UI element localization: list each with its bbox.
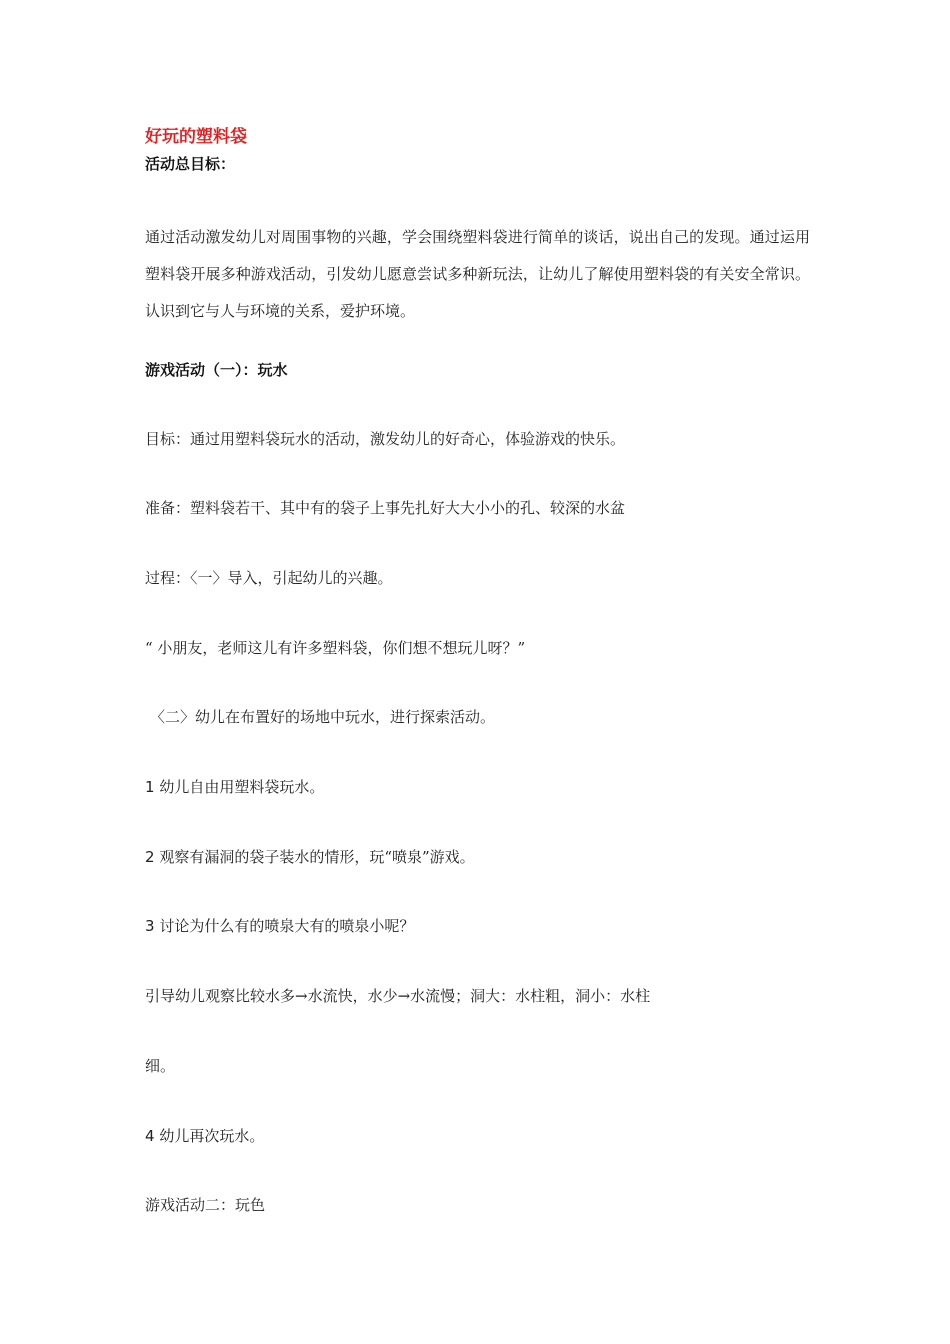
guide-line-1: 引导幼儿观察比较水多→水流快，水少→水流慢；洞大：水柱粗，洞小：水柱 [145, 987, 651, 1005]
target-line: 目标：通过用塑料袋玩水的活动，激发幼儿的好奇心，体验游戏的快乐。 [145, 430, 626, 448]
step2-line: 〈二〉幼儿在布置好的场地中玩水，进行探索活动。 [150, 708, 496, 726]
list-item-text: 讨论为什么有的喷泉大有的喷泉小呢？ [159, 917, 415, 935]
list-item [145, 915, 414, 937]
prep-line: 准备：塑料袋若干、其中有的袋子上事先扎好大大小小的孔、较深的水盆 [145, 499, 626, 517]
goal-paragraph: 通过活动激发幼儿对周围事物的兴趣，学会围绕塑料袋进行简单的谈话，说出自己的发现。通过运用塑料袋开展多种游戏活动，引发幼儿愿意尝试多种新玩法，让幼儿了解使用塑料袋的有关安全常识。认识到它与人与环境的关系，爱护环境。 [145, 228, 810, 320]
list-item [145, 846, 475, 868]
list-item [145, 776, 324, 798]
list-item-text: 幼儿再次玩水。 [159, 1127, 265, 1145]
document-title: 好玩的塑料袋 [145, 127, 247, 147]
guide-line-2: 细。 [145, 1057, 176, 1075]
list-item-number: 2 [145, 848, 155, 866]
list-item-text: 观察有漏洞的袋子装水的情形，玩“喷泉”游戏。 [159, 848, 475, 866]
process-line: 过程：〈一〉导入，引起幼儿的兴趣。 [145, 569, 393, 587]
list-item-number: 3 [145, 917, 155, 935]
list-item-number: 1 [145, 778, 155, 796]
quote-line: “ 小朋友，老师这儿有许多塑料袋，你们想不想玩儿呀？” [145, 639, 526, 657]
game2-heading: 游戏活动二：玩色 [145, 1196, 266, 1214]
goal-heading: 活动总目标： [145, 155, 236, 173]
list-item-text: 幼儿自由用塑料袋玩水。 [159, 778, 325, 796]
list-item [145, 1125, 264, 1147]
list-item-number: 4 [145, 1127, 155, 1145]
game1-heading: 游戏活动（一）：玩水 [145, 361, 288, 379]
